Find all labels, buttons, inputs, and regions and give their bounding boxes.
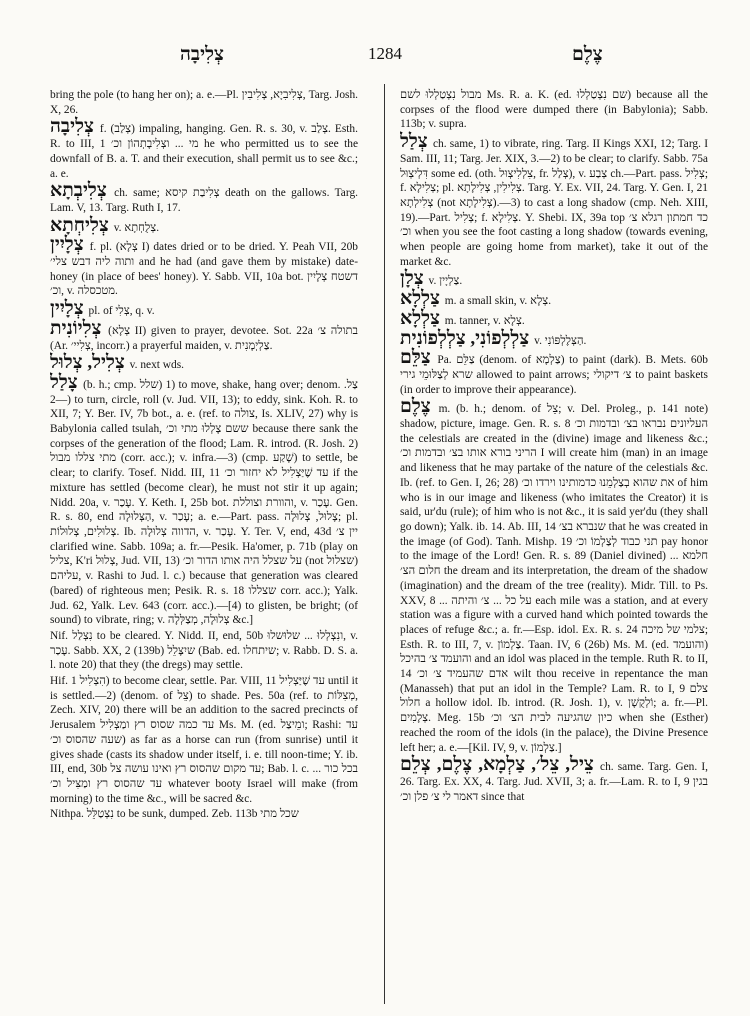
page-number: 1284 bbox=[368, 44, 402, 63]
entry-text: Nithpa. נִצְטַלֵּל to be sunk, dumped. Zeb. 113b שכל מתי bbox=[50, 808, 299, 821]
header-right-word: צֶלֶם bbox=[572, 44, 603, 65]
dictionary-entry bbox=[400, 307, 708, 329]
dictionary-entry bbox=[50, 182, 358, 215]
dictionary-entry bbox=[50, 371, 358, 628]
entry-headword: צֵיל, צֵל׳, צַלְמָא, צֶלֶם, צְלֵם bbox=[400, 754, 594, 776]
entry-headword: צַלְלָא bbox=[400, 288, 440, 310]
entry-headword: צְלִיחְתָא bbox=[50, 214, 109, 236]
dictionary-entry bbox=[400, 88, 708, 132]
entry-headword: צַלְלְפוֹנִי, צַלְלְפוֹנִית bbox=[400, 327, 530, 349]
entry-headword: צֶלֶם bbox=[400, 396, 431, 418]
entry-headword: צְלָיִין bbox=[50, 234, 84, 256]
entry-text: v. צַלְיָין. bbox=[428, 275, 463, 288]
entry-text: v. next wds. bbox=[129, 359, 184, 372]
entry-text: ch. same; צְלִיבַת קיסא death on the gallows. Targ. Lam. V, 13. Targ. Ruth I, 17. bbox=[50, 187, 358, 214]
dictionary-entry bbox=[50, 674, 358, 806]
column-divider bbox=[384, 84, 385, 1004]
entry-headword: צָלַל bbox=[50, 371, 78, 393]
dictionary-entry bbox=[400, 290, 708, 309]
header-left-word: צְלִיבָה bbox=[180, 44, 224, 65]
entry-text: bring the pole (to hang her on); a. e.—Pl. צְלִיבִיָא, צְלִיבִין, Targ. Josh. X, 26. bbox=[50, 89, 358, 116]
right-column bbox=[400, 88, 708, 1003]
dictionary-entry bbox=[400, 349, 708, 397]
entry-text: Nif. נִצְלַל to be cleared. Y. Nidd. II, end, 50b ונִצְלְלוּ ... שלוּשלוּ, v. עָכַר. Sabb. XX, 2 (139b) שיִצָּלֵל (Bab. ed. שיתחלו; v. Rabb. D. S. a. l. note 20) that they (the dregs) may settle. bbox=[50, 629, 358, 672]
entry-text: Pa. צַלֵּם (denom. of צַלְמָא) to paint (dark). B. Mets. 60b שרא לְצַלּוּמֵי גירי allowed to paint arrows; צ׳ דיקולי to paint baskets (in order to improve their appearance). bbox=[400, 354, 708, 396]
entry-headword: צַלְלָא bbox=[400, 307, 440, 329]
entry-text: (צְלָא II) given to prayer, devotee. Sot. 22a בתולה צ׳ (Ar. צְלִיי׳, incorr.) a prayerful maiden, v. צַלְיְמָנִית. bbox=[50, 324, 358, 352]
dictionary-entry bbox=[400, 327, 708, 349]
entry-headword: צְלִיוֹנִית bbox=[50, 317, 102, 339]
entry-text: (b. h.; cmp. שלל) 1) to move, shake, hang over; denom. צַל.—2) to turn, circle, roll (v. Jud. VII, 13); to eddy, sink. Koh. R. to XII, 7; Y. Ber. IV, 7b bot., a. e. (ref. to צולה, Is. XLIV, 27) why is Babylonia called tsulah, ששם צָלְלוּ מתי וכ׳ because there sank the corpses of the generation of the flood; Lam. R. introd. (R. Josh. 2) מתי צללו מבול (corr. acc.); v. infra.—3) (cmp. שָׁקַע) to settle, be clear; to clarify. Tosef. Nidd. III, 11 עד שֶׁיַּצְלִיל לא יחזור וכ׳ if the mixture has settled (become clear), he must not stir it up again; Nidd. 20a, v. עָכַר. Y. Keth. I, 25b bot. והוורת וצוללת, v. עָכַר. Gen. R. s. 80, end הַצְּלוּלָה, v. עָכַר; a. e.—Part. pass. צָלוּל, צְלוּלָה; pl. צְלוּלִים, צְלוּלוֹת. Ib. הדווה צְלוּלָה, v. עָכַר. Y. Ter. V, end, 43d יין צ׳ clarified wine. Sabb. 109a; a. fr.—Pesik. Ha'omer, p. 71b (play on צליל, K'ri צְלוּל, Jud. VII, 13) על שצלל היה אותו הדור וכ׳ (not שצלול) עליהם, v. Rashi to Jud. l. c.) because that generation was cleared (bared) of righteous men; Pesik. R. s. 18 שצללו corr. acc.); Yalk. Jud. 62, Yalk. Lev. 643 (corr. acc.).—[4) to glisten, be bright; (of sound) to vibrate, ring; v. צְלוּלָה, מְצַלְּלָה &c.] bbox=[50, 378, 358, 627]
entry-headword: צְלָיִין bbox=[50, 298, 84, 320]
dictionary-entry bbox=[50, 118, 358, 181]
entry-text: f. pl. (צְלָא I) dates dried or to be dried. Y. Peah VII, 20b ותוה ליה דבש צלי׳ and he had (and gave them by mistake) date-honey (in place of bees' honey). Y. Sabb. VII, 10a bot. דשטח צְלָיִין וכ׳, v. מטכסלה. bbox=[50, 241, 358, 298]
dictionary-entry bbox=[50, 317, 358, 353]
entry-text: מבול נִצְטַלְלוּ לשם Ms. R. a. K. (ed. שם נִצְטַלְלוּ) because all the corpses of the flood were dumped there (in Babylonia); Sabb. 113b; v. supra. bbox=[400, 89, 708, 131]
dictionary-entry bbox=[50, 300, 358, 319]
entry-headword: צְלִיבְתָא bbox=[50, 180, 107, 202]
entry-text: m. tanner, v. צְלָא. bbox=[444, 314, 525, 327]
entry-text: v. הַצְּלֶלְפּוֹנִי. bbox=[534, 334, 587, 347]
left-column bbox=[50, 88, 358, 1003]
entry-text: Hif. הִצְלִיל 1) to become clear, settle. Par. VIII, 11 עד שֶׁיַּצְלִיל until it is settled.—2) (denom. of צֵל) to shade. Pes. 50a (ref. to מְצִלּוֹת, Zech. XIV, 20) there will be an addition to the sacred precincts of Jerusalem עד כמה שסוס רץ ומַצְלִיל Ms. M. (ed. ומֵיצַל; Rashi: עד שעה שהסוס וכ׳) as far as a horse can run (from sunrise) until it gives shade (casts its shadow under itself, i. e. till noon-time; Y. ib. III, end, 30b עד מקום שהסוס רץ ואינו עושה צל; Bab. l. c. בכל כור ... עד שהסוס רץ ומַצִּיל וכ׳ whatever booty Israel will make (from morning) to the time &c., will be sacred &c. bbox=[50, 675, 358, 805]
entry-text: m. a small skin, v. צְלָא. bbox=[444, 295, 552, 308]
dictionary-entry bbox=[400, 270, 708, 289]
entry-text: v. צְלֻחְתָא. bbox=[113, 221, 160, 234]
entry-text: m. (b. h.; denom. of צֵל; v. Del. Proleg., p. 141 note) shadow, picture, image. Gen. R. s. 8 העליונים נבראו בצ׳ ובדמות וכ׳ the celestials are created in the (divine) image and likeness &c.; הריני בורא אותו בצ׳ ובדמות וכ׳ I will create him (man) in an image and likeness that he may partake of the nature of the celestials &c. Ib. (ref. to Gen. I, 26; 28) את שהוא בְצַלְמֵנוּ כדמותינו וירדו וכ׳ of him who is in our image and likeness (who imitates the Creator) it is said, ur'du (rule); of him who is not &c., it is said yer'du (they shall go down); Yalk. ib. 14. Ab. III, 14 שנברא בצ׳ that he was created in the image (of God). Tanh. Mishp. 19 תני כבוד לְצַלְמוֹ וכ׳ pay honor to the image of the Lord! Gen. R. s. 89 (Daniel divined) חלמא ... חלום הצ׳ the dream and its interpretation, the dream of the shadow (imagination) and the dream of the tree (reality). Midr. Till. to Ps. XXV, 8 ... על כל ... צ׳ והיתה each mile was a station, and at every station was a figure with a curved hand which pointed towards the places of refuge &c.; a. fr.—Esp. idol. Ex. R. s. 24 צלמי של מיכה; Esth. R. to III, 7, v. צַלְמוֹן. Taan. IV, 6 (26b) Ms. M. (ed. והועמד) והועמד צ׳ בהיכל and an idol was placed in the temple. Ruth R. to II, 14 אדם שהעמיד צ׳ וכ׳ wilt thou receive in repentance the man (Manasseh) that put an idol in the Temple? Lam. R. to I, 9 צלם חלול a hollow idol. Ib. introd. (R. Josh. 1), v. וֹלְקֻשָׁן; a. fr.—Pl. צְלָמִים. Meg. 15b כיון שהגיעה לבית הצ׳ וכ׳ when she (Esther) reached the room of the idols (in the palace), the Divine Presence left her; a. e.—[Kil. IV, 9, v. צַלְמוֹן.] bbox=[400, 403, 708, 754]
dictionary-entry bbox=[50, 214, 358, 236]
entry-headword: צְלַל bbox=[400, 131, 428, 153]
entry-text: pl. of צְלִי, q. v. bbox=[88, 305, 155, 318]
dictionary-entry bbox=[50, 354, 358, 373]
entry-headword: צְלָן bbox=[400, 268, 424, 290]
dictionary-entry bbox=[400, 398, 708, 755]
entry-headword: צְלִיבָה bbox=[50, 116, 94, 138]
page-header bbox=[50, 40, 710, 70]
dictionary-entry bbox=[400, 133, 708, 269]
entry-headword: צַלֵּם bbox=[400, 347, 431, 369]
dictionary-entry bbox=[400, 756, 708, 804]
dictionary-entry bbox=[50, 807, 358, 822]
entry-headword: צְלִיל, צְלוּל bbox=[50, 352, 125, 374]
dictionary-entry bbox=[50, 88, 358, 117]
entry-text: ch. same, 1) to vibrate, ring. Targ. II Kings XXI, 12; Targ. I Sam. III, 11; Targ. Jer. XIX, 3.—2) to be clear; to clarify. Sabb. 75a דִּלְיצְוּל some ed. (oth. צִלְלִיצְוּל, fr. צְלַל), v. צְבַע ch.—Part. pass. צְלִיל; f. צְלִילָא; pl. צְלִילִין, צְלִילָתָא. Targ. Y. Ex. VII, 24. Targ. Y. Gen. I, 21 צְלִילְתָא (not צְלִילָתָא).—3) to cast a long shadow (cmp. Neh. XIII, 19).—Part. צְלִיל; f. צְלִילָא. Y. Shebi. IX, 39a top כד חמתון רגלא צ׳ וכ׳ when you see the foot casting a long shadow (towards evening, when people are going home from market), take it out of the market &c. bbox=[400, 138, 708, 268]
dictionary-entry bbox=[50, 629, 358, 673]
entry-text: ch. same. Targ. Gen. I, 26. Targ. Ex. XX, 4. Targ. Jud. XVII, 3; a. fr.—Lam. R. to I, 9 בגין דאמר לי צ׳ פלן וכ׳ since that bbox=[400, 761, 708, 803]
dictionary-entry bbox=[50, 236, 358, 299]
entry-text: f. (צְלַב) impaling, hanging. Gen. R. s. 30, v. צְלַב. Esth. R. to III, 1 מי ... וצְלִיבָתְהוֹן וכ׳ he who permitted us to see the downfall of B. a. T. and their execution, shall permit us to see &c.; a. e. bbox=[50, 123, 358, 180]
